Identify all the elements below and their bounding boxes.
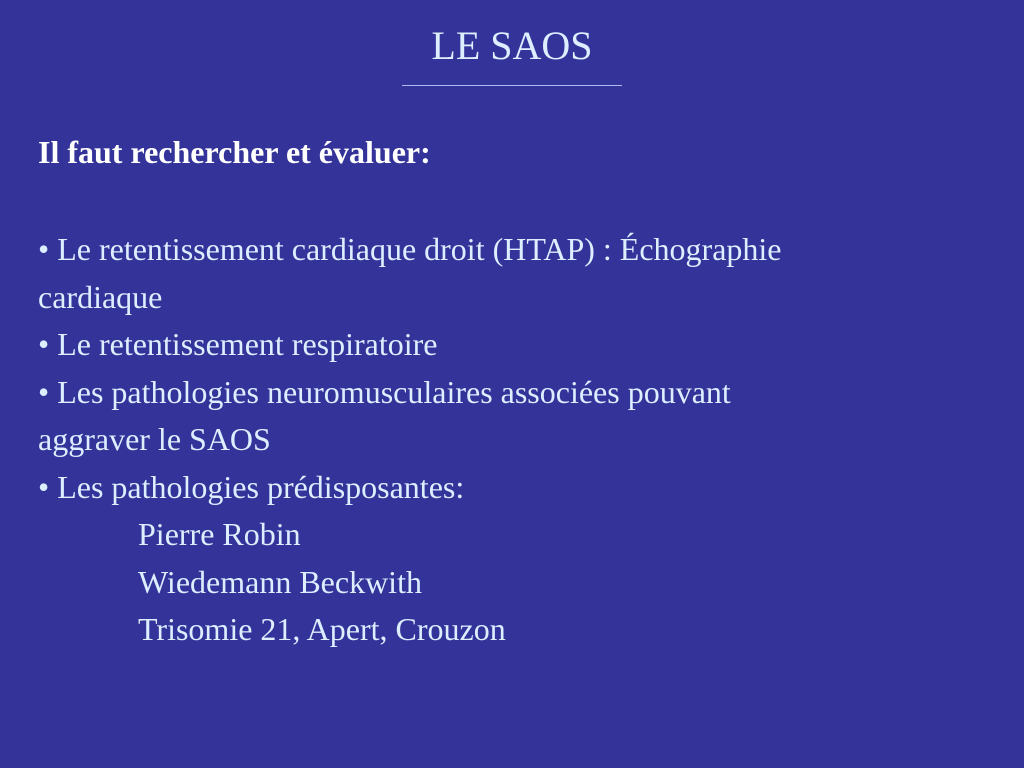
sub-item: Pierre Robin xyxy=(138,516,301,552)
bullet-line: • Les pathologies prédisposantes: xyxy=(38,468,465,505)
bullet-line: • Les pathologies neuromusculaires associées pouvant xyxy=(38,373,731,410)
bullet-line: • Le retentissement cardiaque droit (HTAP) : Échographie xyxy=(38,231,782,267)
bullet-line: • Le retentissement respiratoire xyxy=(38,326,438,362)
bullet-continuation: aggraver le SAOS xyxy=(38,421,271,457)
title-underline xyxy=(402,85,622,86)
sub-item: Trisomie 21, Apert, Crouzon xyxy=(138,611,506,647)
bullet-continuation: cardiaque xyxy=(38,278,163,315)
slide-body xyxy=(38,226,988,654)
slide-title: LE SAOS xyxy=(431,23,593,68)
intro-heading: Il faut rechercher et évaluer: xyxy=(38,134,431,170)
sub-item: Wiedemann Beckwith xyxy=(138,563,422,600)
